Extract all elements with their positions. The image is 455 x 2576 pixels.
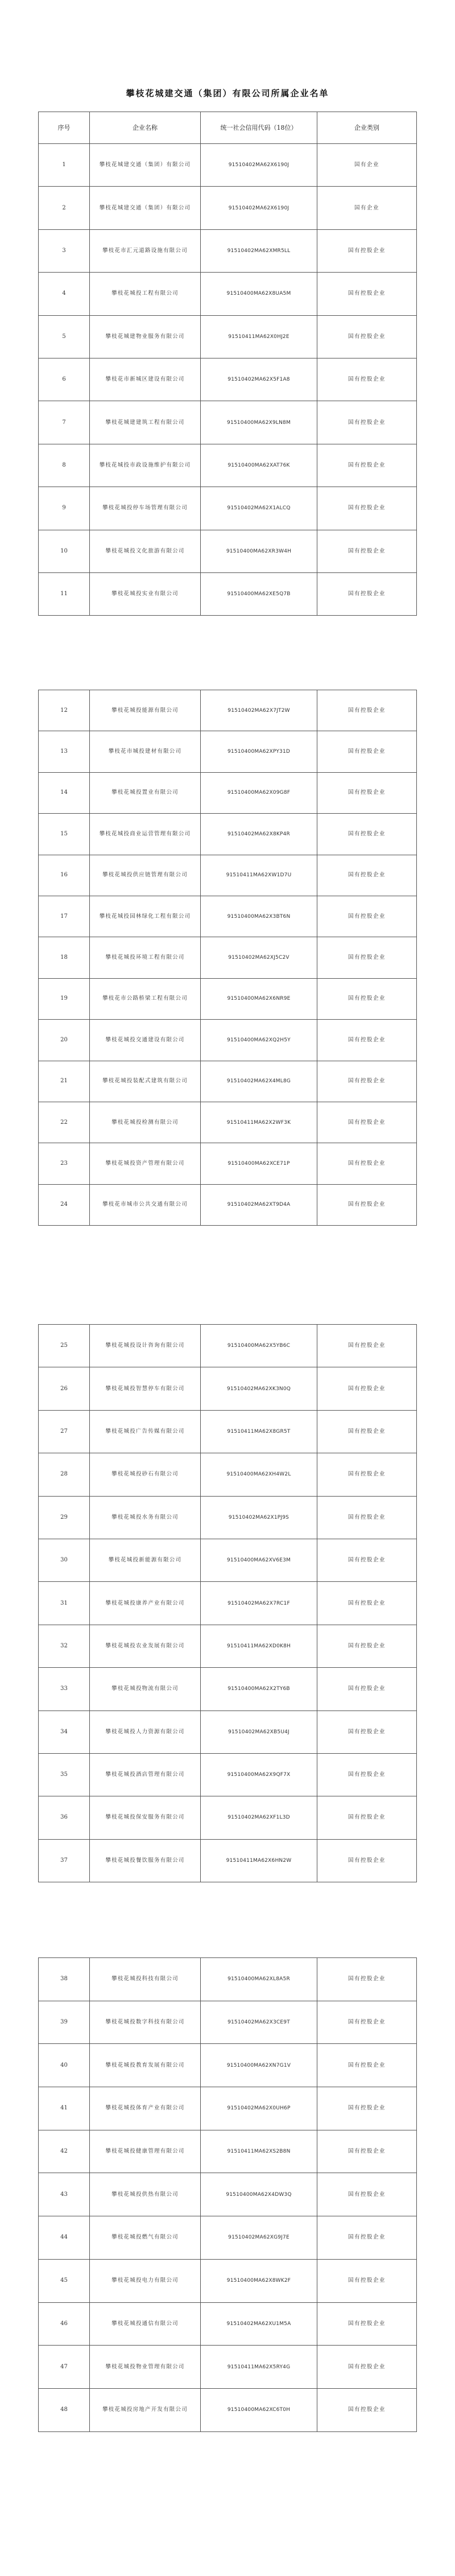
table-row: [39, 896, 417, 937]
table-row: [39, 1839, 417, 1882]
row-number: 37: [39, 1839, 90, 1882]
company-name: 攀枝花城建交通（集团）有限公司: [90, 187, 201, 229]
credit-code: 91510402MA62X6190J: [201, 144, 317, 187]
table-row: [39, 731, 417, 772]
table-row: [39, 1753, 417, 1796]
credit-code: 91510400MA62X8UA5M: [201, 273, 317, 315]
company-category: 国有控股企业: [317, 2001, 417, 2044]
company-name: 攀枝花城投燃气有限公司: [90, 2216, 201, 2260]
credit-code: 91510400MA62XR3W4H: [201, 530, 317, 572]
credit-code: 91510402MA62X6190J: [201, 187, 317, 229]
company-name: 攀枝花城投装配式建筑有限公司: [90, 1061, 201, 1102]
row-number: 10: [39, 530, 90, 572]
company-name: 攀枝花城投工程有限公司: [90, 273, 201, 315]
table-row: [39, 358, 417, 401]
company-category: 国有控股企业: [317, 1325, 417, 1367]
credit-code: 91510400MA62X6NR9E: [201, 978, 317, 1019]
company-category: 国有控股企业: [317, 2259, 417, 2302]
company-category: 国有企业: [317, 144, 417, 187]
row-number: 38: [39, 1958, 90, 2001]
company-name: 攀枝花城投商业运营管理有限公司: [90, 814, 201, 855]
company-category: 国有控股企业: [317, 1102, 417, 1143]
table-row: [39, 2130, 417, 2173]
credit-code: 91510400MA62XE5Q7B: [201, 572, 317, 615]
credit-code: 91510411MA62X6HN2W: [201, 1839, 317, 1882]
company-category: 国有控股企业: [317, 1453, 417, 1496]
company-name: 攀枝花城投新能源有限公司: [90, 1539, 201, 1581]
row-number: 4: [39, 273, 90, 315]
credit-code: 91510400MA62XV6E3M: [201, 1539, 317, 1581]
row-number: 23: [39, 1143, 90, 1184]
company-category: 国有控股企业: [317, 814, 417, 855]
company-name: 攀枝花城投农业发展有限公司: [90, 1625, 201, 1667]
credit-code: 91510400MA62XQ2H5Y: [201, 1020, 317, 1061]
credit-code: 91510402MA62XMR5LL: [201, 229, 317, 272]
company-name: 攀枝花城投物业管理有限公司: [90, 2346, 201, 2389]
row-number: 24: [39, 1184, 90, 1225]
row-number: 44: [39, 2216, 90, 2260]
company-category: 国有控股企业: [317, 1143, 417, 1184]
credit-code: 91510411MA62X5RY4G: [201, 2346, 317, 2389]
table-row: [39, 187, 417, 229]
credit-code: 91510402MA62XF1L3D: [201, 1796, 317, 1839]
table-row: [39, 1582, 417, 1625]
table-row: [39, 1367, 417, 1410]
table-row: [39, 401, 417, 444]
table-row: [39, 315, 417, 358]
row-number: 9: [39, 487, 90, 530]
company-category: 国有控股企业: [317, 1839, 417, 1882]
table-row: [39, 2259, 417, 2302]
table-row: [39, 1958, 417, 2001]
column-header: 序号: [39, 112, 90, 144]
table-row: [39, 690, 417, 731]
table-row: [39, 1796, 417, 1839]
row-number: 30: [39, 1539, 90, 1581]
credit-code: 91510402MA62X5F1A8: [201, 358, 317, 401]
table-row: [39, 1184, 417, 1225]
row-number: 47: [39, 2346, 90, 2389]
row-number: 22: [39, 1102, 90, 1143]
company-name: 攀枝花城建建筑工程有限公司: [90, 401, 201, 444]
column-header: 企业名称: [90, 112, 201, 144]
company-name: 攀枝花城投设计咨询有限公司: [90, 1325, 201, 1367]
company-name: 攀枝花城投资产管理有限公司: [90, 1143, 201, 1184]
credit-code: 91510402MA62X8KP4R: [201, 814, 317, 855]
table-row: [39, 487, 417, 530]
company-name: 攀枝花城投物流有限公司: [90, 1668, 201, 1711]
credit-code: 91510400MA62XAT76K: [201, 444, 317, 487]
company-name: 攀枝花城投餐饮服务有限公司: [90, 1839, 201, 1882]
table-row: [39, 1061, 417, 1102]
credit-code: 91510411MA62X2WF3K: [201, 1102, 317, 1143]
company-name: 攀枝花城投检测有限公司: [90, 1102, 201, 1143]
credit-code: 91510402MA62X0UH6P: [201, 2087, 317, 2130]
row-number: 32: [39, 1625, 90, 1667]
company-category: 国有控股企业: [317, 1668, 417, 1711]
company-category: 国有控股企业: [317, 444, 417, 487]
company-name: 攀枝花城建交通（集团）有限公司: [90, 144, 201, 187]
row-number: 45: [39, 2259, 90, 2302]
table-row: [39, 144, 417, 187]
row-number: 20: [39, 1020, 90, 1061]
credit-code: 91510400MA62X2TY6B: [201, 1668, 317, 1711]
company-name: 攀枝花城投房地产开发有限公司: [90, 2388, 201, 2431]
company-category: 国有控股企业: [317, 530, 417, 572]
row-number: 6: [39, 358, 90, 401]
table-row: [39, 855, 417, 896]
table-row: [39, 2173, 417, 2216]
company-category: 国有控股企业: [317, 1796, 417, 1839]
company-name: 攀枝花城投文化旅游有限公司: [90, 530, 201, 572]
row-number: 35: [39, 1753, 90, 1796]
company-category: 国有控股企业: [317, 2087, 417, 2130]
company-category: 国有控股企业: [317, 1582, 417, 1625]
row-number: 16: [39, 855, 90, 896]
company-name: 攀枝花城投科技有限公司: [90, 1958, 201, 2001]
row-number: 18: [39, 937, 90, 978]
company-name: 攀枝花城投实业有限公司: [90, 572, 201, 615]
row-number: 11: [39, 572, 90, 615]
row-number: 15: [39, 814, 90, 855]
credit-code: 91510402MA62X3CE9T: [201, 2001, 317, 2044]
credit-code: 91510402MA62XJ5C2V: [201, 937, 317, 978]
row-number: 41: [39, 2087, 90, 2130]
row-number: 31: [39, 1582, 90, 1625]
credit-code: 91510402MA62X1PJ9S: [201, 1496, 317, 1539]
company-table-3: [38, 1324, 417, 1882]
company-table-4: [38, 1957, 417, 2432]
company-category: 国有控股企业: [317, 1061, 417, 1102]
company-category: 国有控股企业: [317, 978, 417, 1019]
table-row: [39, 814, 417, 855]
company-name: 攀枝花市公路桥梁工程有限公司: [90, 978, 201, 1019]
table-row: [39, 2388, 417, 2431]
company-category: 国有控股企业: [317, 731, 417, 772]
company-category: 国有控股企业: [317, 937, 417, 978]
page-title: 攀枝花城建交通（集团）有限公司所属企业名单: [126, 88, 329, 98]
company-name: 攀枝花城投人力资源有限公司: [90, 1711, 201, 1753]
company-category: 国有控股企业: [317, 1496, 417, 1539]
row-number: 40: [39, 2044, 90, 2087]
row-number: 5: [39, 315, 90, 358]
credit-code: 91510400MA62XH4W2L: [201, 1453, 317, 1496]
credit-code: 91510400MA62XCE71P: [201, 1143, 317, 1184]
row-number: 26: [39, 1367, 90, 1410]
table-row: [39, 530, 417, 572]
company-name: 攀枝花城投保安服务有限公司: [90, 1796, 201, 1839]
company-category: 国有控股企业: [317, 1020, 417, 1061]
row-number: 34: [39, 1711, 90, 1753]
company-name: 攀枝花城投砂石有限公司: [90, 1453, 201, 1496]
company-category: 国有控股企业: [317, 855, 417, 896]
row-number: 17: [39, 896, 90, 937]
row-number: 12: [39, 690, 90, 731]
company-name: 攀枝花城投停车场管理有限公司: [90, 487, 201, 530]
company-table-2: [38, 690, 417, 1226]
row-number: 28: [39, 1453, 90, 1496]
company-category: 国有控股企业: [317, 1753, 417, 1796]
row-number: 48: [39, 2388, 90, 2431]
company-name: 攀枝花城投园林绿化工程有限公司: [90, 896, 201, 937]
company-category: 国有控股企业: [317, 2388, 417, 2431]
company-category: 国有控股企业: [317, 1367, 417, 1410]
company-name: 攀枝花市新城区建设有限公司: [90, 358, 201, 401]
company-category: 国有控股企业: [317, 572, 417, 615]
company-name: 攀枝花城投供热有限公司: [90, 2173, 201, 2216]
row-number: 3: [39, 229, 90, 272]
credit-code: 91510400MA62XN7G1V: [201, 2044, 317, 2087]
credit-code: 91510400MA62X09G8F: [201, 772, 317, 813]
credit-code: 91510400MA62X9LN8M: [201, 401, 317, 444]
table-row: [39, 1711, 417, 1753]
table-row: [39, 1625, 417, 1667]
table-row: [39, 2346, 417, 2389]
table-row: [39, 229, 417, 272]
table-header-row: [39, 112, 417, 144]
credit-code: 91510400MA62XC6T0H: [201, 2388, 317, 2431]
credit-code: 91510402MA62X7JT2W: [201, 690, 317, 731]
company-category: 国有控股企业: [317, 358, 417, 401]
company-name: 攀枝花城投供应链管理有限公司: [90, 855, 201, 896]
column-header: 统一社会信用代码（18位）: [201, 112, 317, 144]
company-name: 攀枝花城投通信有限公司: [90, 2302, 201, 2346]
credit-code: 91510400MA62XL8A5R: [201, 1958, 317, 2001]
credit-code: 91510411MA62XS2B8N: [201, 2130, 317, 2173]
company-name: 攀枝花市城投建材有限公司: [90, 731, 201, 772]
company-category: 国有控股企业: [317, 2216, 417, 2260]
company-name: 攀枝花城投智慧停车有限公司: [90, 1367, 201, 1410]
table-row: [39, 1668, 417, 1711]
company-category: 国有控股企业: [317, 690, 417, 731]
table-row: [39, 1539, 417, 1581]
row-number: 19: [39, 978, 90, 1019]
company-category: 国有企业: [317, 187, 417, 229]
company-category: 国有控股企业: [317, 487, 417, 530]
company-category: 国有控股企业: [317, 2346, 417, 2389]
row-number: 42: [39, 2130, 90, 2173]
table-row: [39, 2044, 417, 2087]
company-name: 攀枝花城投环境工程有限公司: [90, 937, 201, 978]
company-category: 国有控股企业: [317, 2130, 417, 2173]
row-number: 13: [39, 731, 90, 772]
table-row: [39, 978, 417, 1019]
table-row: [39, 1325, 417, 1367]
table-row: [39, 1410, 417, 1453]
company-category: 国有控股企业: [317, 2302, 417, 2346]
company-name: 攀枝花城投市政设施维护有限公司: [90, 444, 201, 487]
company-category: 国有控股企业: [317, 273, 417, 315]
credit-code: 91510402MA62X1ALCQ: [201, 487, 317, 530]
row-number: 29: [39, 1496, 90, 1539]
company-name: 攀枝花城投康养产业有限公司: [90, 1582, 201, 1625]
row-number: 36: [39, 1796, 90, 1839]
company-name: 攀枝花城投健康管理有限公司: [90, 2130, 201, 2173]
table-row: [39, 2087, 417, 2130]
table-row: [39, 2302, 417, 2346]
company-name: 攀枝花城投教育发展有限公司: [90, 2044, 201, 2087]
credit-code: 91510402MA62X4ML8G: [201, 1061, 317, 1102]
credit-code: 91510400MA62X8WK2F: [201, 2259, 317, 2302]
table-row: [39, 1143, 417, 1184]
credit-code: 91510411MA62XD0K8H: [201, 1625, 317, 1667]
table-row: [39, 1496, 417, 1539]
credit-code: 91510402MA62XT9D4A: [201, 1184, 317, 1225]
company-name: 攀枝花城投酒店管理有限公司: [90, 1753, 201, 1796]
table-row: [39, 2216, 417, 2260]
credit-code: 91510402MA62X7RC1F: [201, 1582, 317, 1625]
company-name: 攀枝花城投数字科技有限公司: [90, 2001, 201, 2044]
row-number: 27: [39, 1410, 90, 1453]
credit-code: 91510402MA62XK3N0Q: [201, 1367, 317, 1410]
table-row: [39, 937, 417, 978]
company-name: 攀枝花市城市公共交通有限公司: [90, 1184, 201, 1225]
table-row: [39, 444, 417, 487]
row-number: 14: [39, 772, 90, 813]
row-number: 2: [39, 187, 90, 229]
column-header: 企业类别: [317, 112, 417, 144]
company-category: 国有控股企业: [317, 1184, 417, 1225]
credit-code: 91510400MA62X9QF7X: [201, 1753, 317, 1796]
credit-code: 91510402MA62XB5U4J: [201, 1711, 317, 1753]
table-row: [39, 772, 417, 813]
row-number: 25: [39, 1325, 90, 1367]
company-name: 攀枝花城投置业有限公司: [90, 772, 201, 813]
company-name: 攀枝花城投广告传媒有限公司: [90, 1410, 201, 1453]
row-number: 33: [39, 1668, 90, 1711]
company-name: 攀枝花城投体育产业有限公司: [90, 2087, 201, 2130]
credit-code: 91510411MA62X8GR5T: [201, 1410, 317, 1453]
company-name: 攀枝花市汇元道路设施有限公司: [90, 229, 201, 272]
company-category: 国有控股企业: [317, 772, 417, 813]
row-number: 7: [39, 401, 90, 444]
table-row: [39, 1453, 417, 1496]
company-name: 攀枝花城投电力有限公司: [90, 2259, 201, 2302]
table-row: [39, 572, 417, 615]
company-name: 攀枝花城投交通建设有限公司: [90, 1020, 201, 1061]
table-row: [39, 2001, 417, 2044]
credit-code: 91510400MA62X5YB6C: [201, 1325, 317, 1367]
company-category: 国有控股企业: [317, 1958, 417, 2001]
credit-code: 91510402MA62XU1M5A: [201, 2302, 317, 2346]
company-category: 国有控股企业: [317, 1410, 417, 1453]
company-name: 攀枝花城建物业服务有限公司: [90, 315, 201, 358]
company-category: 国有控股企业: [317, 2173, 417, 2216]
row-number: 43: [39, 2173, 90, 2216]
company-category: 国有控股企业: [317, 896, 417, 937]
company-category: 国有控股企业: [317, 315, 417, 358]
credit-code: 91510400MA62X4DW3Q: [201, 2173, 317, 2216]
company-category: 国有控股企业: [317, 229, 417, 272]
company-category: 国有控股企业: [317, 401, 417, 444]
table-row: [39, 273, 417, 315]
table-row: [39, 1102, 417, 1143]
credit-code: 91510402MA62XG9J7E: [201, 2216, 317, 2260]
credit-code: 91510411MA62X0HJ2E: [201, 315, 317, 358]
company-category: 国有控股企业: [317, 1625, 417, 1667]
row-number: 8: [39, 444, 90, 487]
company-table-1: [38, 112, 417, 616]
credit-code: 91510400MA62X3BT6N: [201, 896, 317, 937]
table-row: [39, 1020, 417, 1061]
credit-code: 91510411MA62XW1D7U: [201, 855, 317, 896]
row-number: 39: [39, 2001, 90, 2044]
company-category: 国有控股企业: [317, 1539, 417, 1581]
credit-code: 91510400MA62XPY31D: [201, 731, 317, 772]
company-category: 国有控股企业: [317, 1711, 417, 1753]
row-number: 1: [39, 144, 90, 187]
row-number: 21: [39, 1061, 90, 1102]
company-category: 国有控股企业: [317, 2044, 417, 2087]
company-name: 攀枝花城投能源有限公司: [90, 690, 201, 731]
row-number: 46: [39, 2302, 90, 2346]
company-name: 攀枝花城投水务有限公司: [90, 1496, 201, 1539]
